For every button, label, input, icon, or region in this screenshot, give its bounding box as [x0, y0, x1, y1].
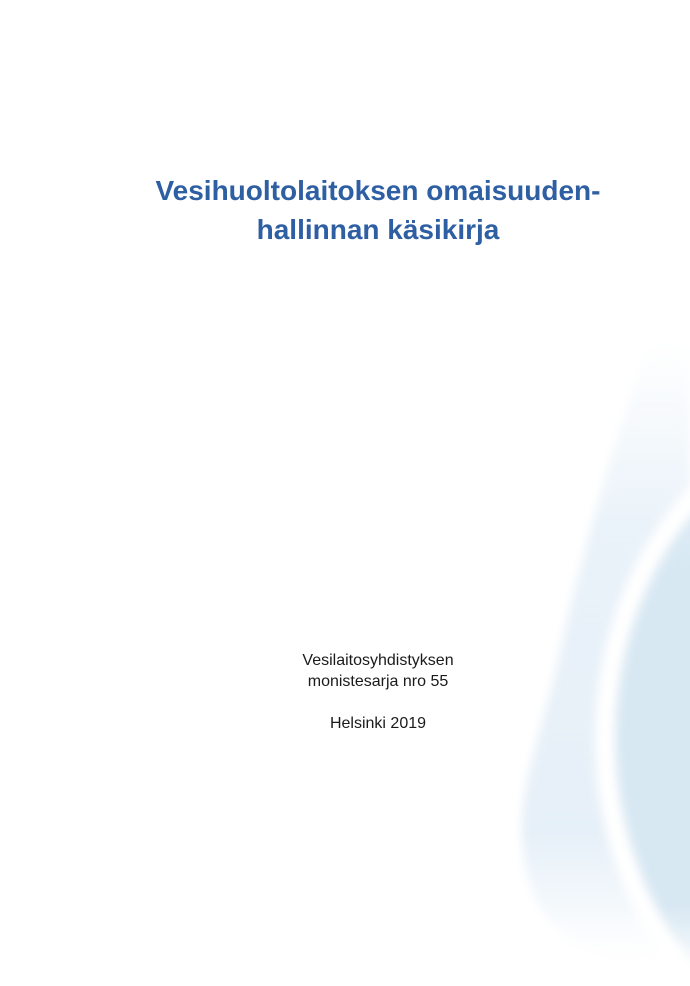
page-title-line2: hallinnan käsikirja [256, 214, 500, 245]
publisher-series: monistesarja nro 55 [307, 673, 449, 690]
page-title [0, 171, 690, 249]
imprint-city-year: Helsinki 2019 [329, 715, 427, 732]
page-title-line1: Vesihuoltolaitoksen omaisuuden- [155, 175, 601, 206]
publisher-block [0, 650, 690, 734]
bottom-fade [300, 905, 690, 986]
publisher-organization: Vesilaitosyhdistyksen [302, 652, 454, 669]
